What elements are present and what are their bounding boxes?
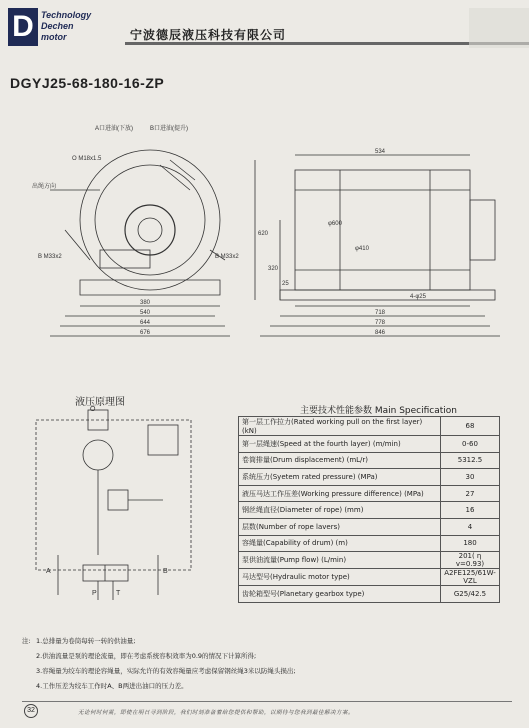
spec-label: 齿轮箱型号(Planetary gearbox type) bbox=[239, 586, 441, 603]
side-drum-outline bbox=[295, 170, 470, 290]
spec-row bbox=[239, 535, 500, 552]
spec-value: 5312.5 bbox=[441, 452, 500, 469]
logo-wordmark bbox=[41, 10, 91, 43]
spec-row bbox=[239, 586, 500, 603]
spec-value: G25/42.5 bbox=[441, 586, 500, 603]
dim-540: 540 bbox=[140, 310, 151, 316]
model-number: DGYJ25-68-180-16-ZP bbox=[10, 75, 165, 91]
holes-label: 4-φ25 bbox=[410, 294, 426, 300]
dim-dia-600: φ600 bbox=[328, 221, 342, 227]
port-b-label: B口进油(提升) bbox=[150, 126, 188, 132]
dim-718: 718 bbox=[375, 310, 386, 316]
note-item: 2.供油流量是泵的理论流量，即在考虑系统容积效率为0.9的情况下计算所得; bbox=[36, 652, 257, 660]
company-name: 宁波德辰液压科技有限公司 bbox=[130, 28, 287, 42]
schematic-label-t: T bbox=[116, 590, 121, 597]
winch-drawing bbox=[10, 110, 520, 350]
spec-label: 马达型号(Hydraulic motor type) bbox=[239, 569, 441, 586]
schematic-label-a: A bbox=[46, 568, 51, 575]
spec-table bbox=[238, 416, 500, 603]
thread-top-label: O M18x1.5 bbox=[72, 156, 102, 162]
hydraulic-schematic bbox=[28, 405, 203, 605]
exit-direction-label: 出绳方向 bbox=[32, 184, 57, 190]
bleed-through-shadow bbox=[469, 8, 529, 48]
spec-value: 30 bbox=[441, 469, 500, 486]
note-item: 1.总排量为卷筒每转一转的供油量; bbox=[36, 637, 136, 645]
spec-row bbox=[239, 469, 500, 486]
spec-value: 201( η v=0.93) bbox=[441, 552, 500, 569]
spec-row bbox=[239, 417, 500, 436]
port-left-label: B M33x2 bbox=[38, 254, 62, 260]
spec-value: 16 bbox=[441, 502, 500, 519]
logo-line-2: Dechen bbox=[41, 21, 74, 31]
dim-778: 778 bbox=[375, 320, 386, 326]
dim-320: 320 bbox=[268, 266, 279, 272]
logo-letter: D bbox=[8, 8, 38, 46]
spec-label: 钢丝绳直径(Diameter of rope) (mm) bbox=[239, 502, 441, 519]
note-item: 4.工作压差为绞车工作时A、B两进出油口的压力差。 bbox=[36, 682, 188, 690]
dim-dia-410: φ410 bbox=[355, 246, 369, 252]
spec-row bbox=[239, 518, 500, 535]
spec-row bbox=[239, 436, 500, 453]
schematic-label-o: O bbox=[90, 406, 96, 413]
spec-label: 第一层绳速(Speed at the fourth layer) (m/min) bbox=[239, 436, 441, 453]
footer-rule bbox=[22, 701, 512, 702]
dim-846: 846 bbox=[375, 330, 386, 336]
port-a-label: A口进油(下放) bbox=[95, 126, 133, 132]
notes-label: 注: bbox=[22, 637, 31, 645]
note-item: 3.容绳量为绞车的理论容绳量，实际允许的有效容绳量应考虑保留钢丝绳3米以防绳头损出; bbox=[36, 667, 296, 675]
spec-value: 0-60 bbox=[441, 436, 500, 453]
spec-label: 容绳量(Capability of drum) (m) bbox=[239, 535, 441, 552]
footer-slogan: 无论何时何需，即使在明日寻到阶段，我们时刻准备着给您提供和帮助，以期待与您我到最佳解决方案。 bbox=[78, 710, 355, 716]
dim-620: 620 bbox=[258, 231, 269, 237]
spec-row bbox=[239, 569, 500, 586]
schematic-title: 液压原理图 bbox=[75, 397, 125, 408]
spec-value: A2FE125/61W-VZL bbox=[441, 569, 500, 586]
spec-value: 180 bbox=[441, 535, 500, 552]
drum-flange-outline bbox=[80, 150, 220, 290]
spec-label: 液压马达工作压差(Working pressure difference) (MPa) bbox=[239, 485, 441, 502]
company-logo bbox=[8, 8, 123, 46]
dim-25: 25 bbox=[282, 281, 289, 287]
spec-title: 主要技术性能参数 Main Specification bbox=[300, 406, 457, 416]
logo-line-1: Technology bbox=[41, 10, 92, 20]
spec-row bbox=[239, 552, 500, 569]
dim-534: 534 bbox=[375, 149, 386, 155]
spec-label: 泵供油流量(Pump flow) (L/min) bbox=[239, 552, 441, 569]
spec-label: 卷筒排量(Drum displacement) (mL/r) bbox=[239, 452, 441, 469]
spec-value: 68 bbox=[441, 417, 500, 436]
spec-value: 27 bbox=[441, 485, 500, 502]
logo-line-3: motor bbox=[41, 32, 67, 42]
spec-row bbox=[239, 502, 500, 519]
schematic-label-p: P bbox=[92, 590, 97, 597]
port-right-label: B M33x2 bbox=[215, 254, 239, 260]
page-number: 32 bbox=[24, 704, 38, 718]
dim-380: 380 bbox=[140, 300, 151, 306]
spec-label: 层数(Number of rope lavers) bbox=[239, 518, 441, 535]
spec-row bbox=[239, 485, 500, 502]
spec-label: 系统压力(Syetem rated pressure) (MPa) bbox=[239, 469, 441, 486]
dim-676: 676 bbox=[140, 330, 151, 336]
schematic-label-b: B bbox=[163, 568, 168, 575]
spec-row bbox=[239, 452, 500, 469]
dim-644: 644 bbox=[140, 320, 151, 326]
spec-label: 第一层工作拉力(Rated working pull on the first layer) (kN) bbox=[239, 417, 441, 436]
spec-value: 4 bbox=[441, 518, 500, 535]
base-frame bbox=[80, 280, 220, 295]
valve-block bbox=[100, 250, 150, 268]
